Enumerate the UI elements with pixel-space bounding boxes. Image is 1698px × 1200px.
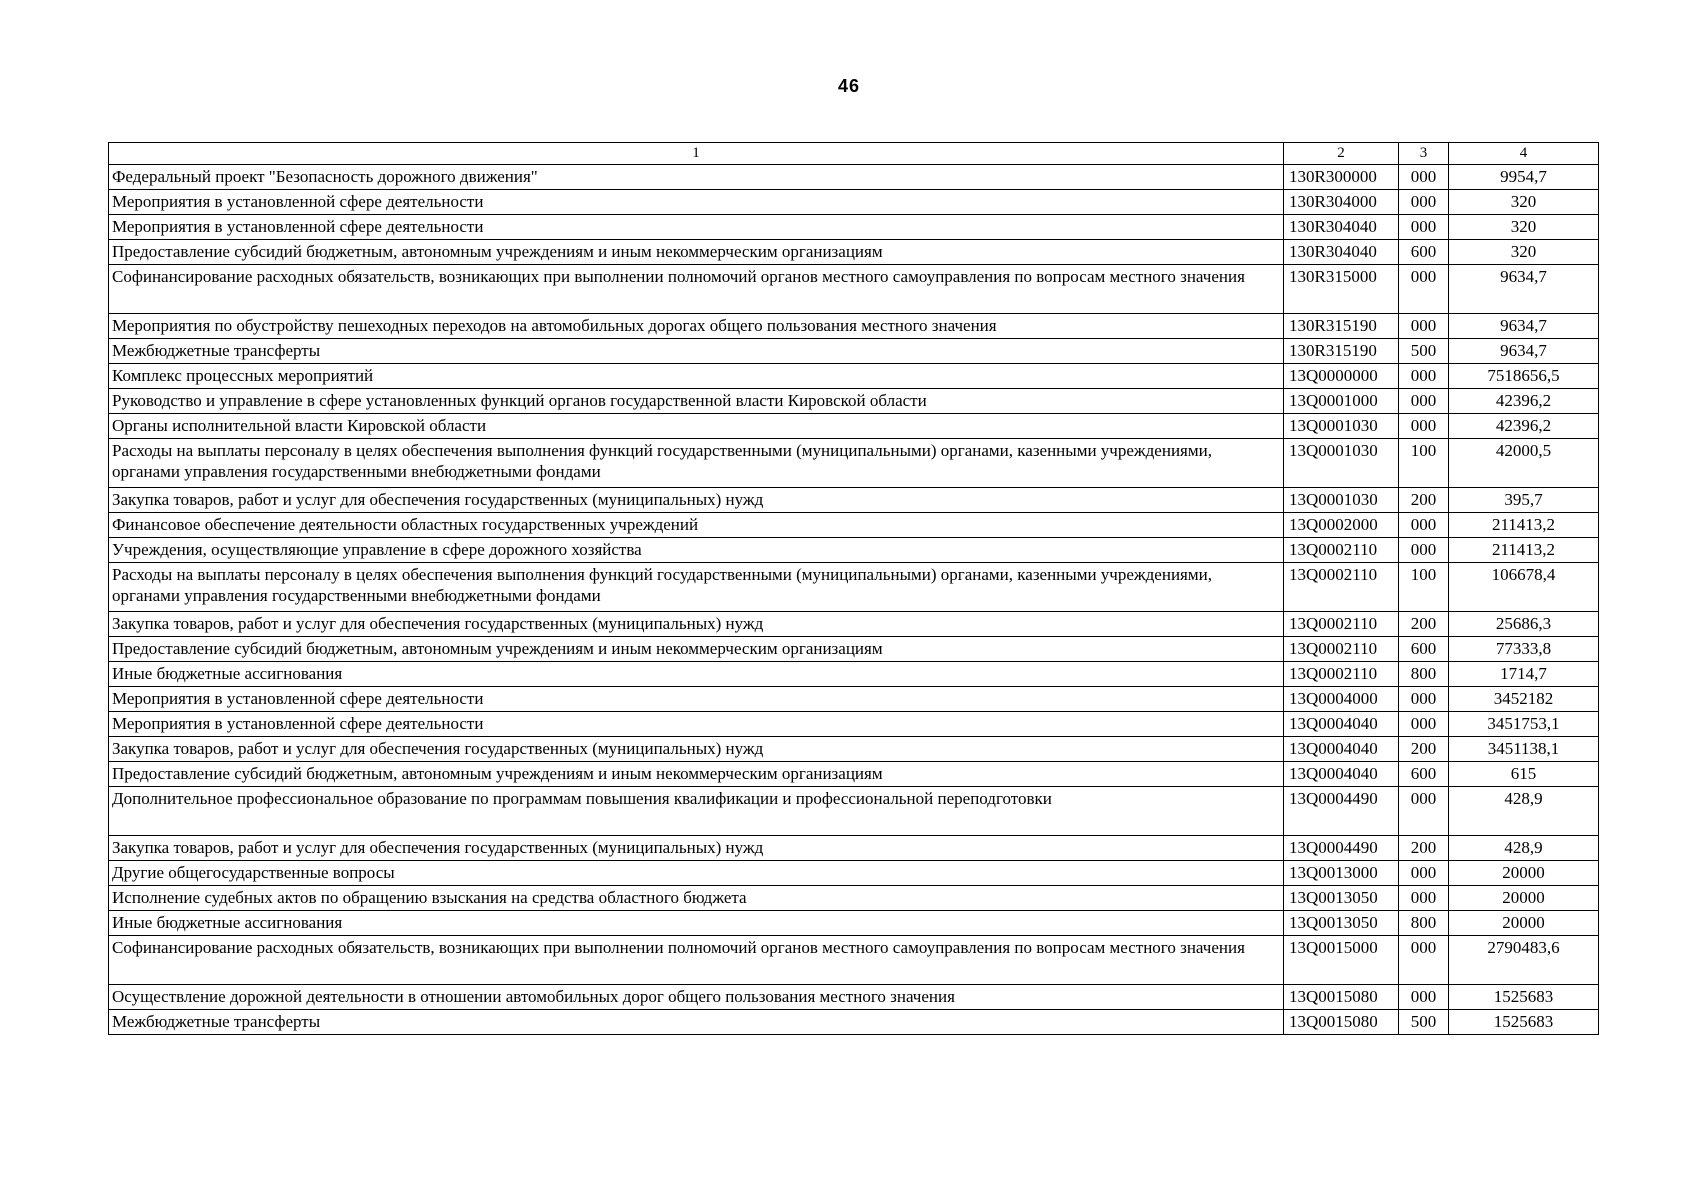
row-code-cell: 13Q0013050 [1284,911,1399,936]
row-type-cell: 000 [1399,861,1449,886]
row-code-cell: 130R304040 [1284,240,1399,265]
table-row [109,414,1599,439]
table-row [109,314,1599,339]
row-amount-cell: 106678,4 [1449,563,1599,612]
row-name-cell: Закупка товаров, работ и услуг для обеспечения государственных (муниципальных) нужд [109,836,1284,861]
table-row [109,215,1599,240]
row-code-cell: 13Q0004040 [1284,762,1399,787]
row-type-cell: 500 [1399,339,1449,364]
row-code-cell: 13Q0004490 [1284,836,1399,861]
table-row [109,389,1599,414]
budget-table [108,142,1599,1035]
header-col-4: 4 [1449,143,1599,165]
row-name-cell: Предоставление субсидий бюджетным, автономным учреждениям и иным некоммерческим организациям [109,637,1284,662]
table-row [109,737,1599,762]
row-amount-cell: 9954,7 [1449,165,1599,190]
table-row [109,265,1599,314]
row-type-cell: 000 [1399,538,1449,563]
page-number: 46 [837,76,861,96]
row-amount-cell: 9634,7 [1449,314,1599,339]
row-amount-cell: 77333,8 [1449,637,1599,662]
row-code-cell: 13Q0002110 [1284,662,1399,687]
row-amount-cell: 20000 [1449,886,1599,911]
table-row [109,538,1599,563]
row-type-cell: 500 [1399,1010,1449,1035]
row-amount-cell: 320 [1449,240,1599,265]
row-code-cell: 13Q0002110 [1284,538,1399,563]
table-header-row [109,143,1599,165]
row-code-cell: 13Q0015000 [1284,936,1399,985]
row-type-cell: 600 [1399,762,1449,787]
table-row [109,936,1599,985]
table-row [109,439,1599,488]
row-amount-cell: 211413,2 [1449,538,1599,563]
table-row [109,1010,1599,1035]
row-type-cell: 000 [1399,886,1449,911]
row-code-cell: 13Q0001000 [1284,389,1399,414]
table-row [109,762,1599,787]
row-name-cell: Закупка товаров, работ и услуг для обеспечения государственных (муниципальных) нужд [109,488,1284,513]
table-row [109,488,1599,513]
row-code-cell: 130R304000 [1284,190,1399,215]
row-type-cell: 000 [1399,364,1449,389]
table-row [109,612,1599,637]
row-amount-cell: 20000 [1449,911,1599,936]
row-name-cell: Осуществление дорожной деятельности в отношении автомобильных дорог общего пользования местного значения [109,985,1284,1010]
row-code-cell: 13Q0015080 [1284,1010,1399,1035]
row-code-cell: 13Q0000000 [1284,364,1399,389]
row-amount-cell: 1714,7 [1449,662,1599,687]
row-name-cell: Мероприятия по обустройству пешеходных переходов на автомобильных дорогах общего пользования местного значения [109,314,1284,339]
row-amount-cell: 211413,2 [1449,513,1599,538]
row-name-cell: Межбюджетные трансферты [109,339,1284,364]
row-name-cell: Мероприятия в установленной сфере деятельности [109,712,1284,737]
row-type-cell: 600 [1399,637,1449,662]
table-row [109,687,1599,712]
row-name-cell: Расходы на выплаты персоналу в целях обеспечения выполнения функций государственными (муниципальными) органами, казенными учреждениями, органами управления государственными внебюджетными фондами [109,439,1284,488]
row-name-cell: Софинансирование расходных обязательств, возникающих при выполнении полномочий органов местного самоуправления по вопросам местного значения [109,265,1284,314]
row-type-cell: 100 [1399,563,1449,612]
row-type-cell: 000 [1399,787,1449,836]
row-amount-cell: 1525683 [1449,985,1599,1010]
row-type-cell: 000 [1399,936,1449,985]
row-code-cell: 130R315000 [1284,265,1399,314]
row-code-cell: 13Q0001030 [1284,439,1399,488]
row-name-cell: Иные бюджетные ассигнования [109,662,1284,687]
table-row [109,513,1599,538]
table-row [109,190,1599,215]
row-name-cell: Руководство и управление в сфере установленных функций органов государственной власти Кировской области [109,389,1284,414]
row-type-cell: 200 [1399,612,1449,637]
table-row [109,364,1599,389]
row-name-cell: Мероприятия в установленной сфере деятельности [109,215,1284,240]
row-name-cell: Органы исполнительной власти Кировской области [109,414,1284,439]
table-row [109,339,1599,364]
row-type-cell: 200 [1399,488,1449,513]
table-row [109,861,1599,886]
row-amount-cell: 42396,2 [1449,414,1599,439]
row-amount-cell: 1525683 [1449,1010,1599,1035]
row-amount-cell: 428,9 [1449,787,1599,836]
row-type-cell: 000 [1399,265,1449,314]
table-row [109,886,1599,911]
row-amount-cell: 42000,5 [1449,439,1599,488]
row-code-cell: 13Q0004490 [1284,787,1399,836]
header-col-1: 1 [109,143,1284,165]
row-type-cell: 000 [1399,215,1449,240]
row-code-cell: 130R300000 [1284,165,1399,190]
table-row [109,712,1599,737]
row-code-cell: 13Q0015080 [1284,985,1399,1010]
row-code-cell: 130R315190 [1284,339,1399,364]
row-code-cell: 13Q0001030 [1284,414,1399,439]
row-name-cell: Мероприятия в установленной сфере деятельности [109,190,1284,215]
row-type-cell: 800 [1399,911,1449,936]
row-code-cell: 13Q0004000 [1284,687,1399,712]
row-type-cell: 000 [1399,165,1449,190]
row-code-cell: 130R315190 [1284,314,1399,339]
row-amount-cell: 428,9 [1449,836,1599,861]
row-amount-cell: 2790483,6 [1449,936,1599,985]
row-name-cell: Софинансирование расходных обязательств, возникающих при выполнении полномочий органов местного самоуправления по вопросам местного значения [109,936,1284,985]
header-col-3: 3 [1399,143,1449,165]
row-name-cell: Мероприятия в установленной сфере деятельности [109,687,1284,712]
table-row [109,240,1599,265]
row-type-cell: 000 [1399,190,1449,215]
row-name-cell: Предоставление субсидий бюджетным, автономным учреждениям и иным некоммерческим организациям [109,240,1284,265]
row-amount-cell: 320 [1449,215,1599,240]
row-code-cell: 13Q0004040 [1284,737,1399,762]
row-name-cell: Комплекс процессных мероприятий [109,364,1284,389]
row-amount-cell: 9634,7 [1449,339,1599,364]
row-amount-cell: 3451753,1 [1449,712,1599,737]
row-type-cell: 200 [1399,836,1449,861]
row-amount-cell: 615 [1449,762,1599,787]
row-type-cell: 100 [1399,439,1449,488]
row-amount-cell: 20000 [1449,861,1599,886]
table-row [109,836,1599,861]
row-name-cell: Федеральный проект "Безопасность дорожного движения" [109,165,1284,190]
row-code-cell: 13Q0002110 [1284,612,1399,637]
row-code-cell: 13Q0002110 [1284,637,1399,662]
row-code-cell: 13Q0002110 [1284,563,1399,612]
row-code-cell: 13Q0013050 [1284,886,1399,911]
row-type-cell: 000 [1399,414,1449,439]
table-row [109,787,1599,836]
row-type-cell: 800 [1399,662,1449,687]
table-row [109,637,1599,662]
row-name-cell: Закупка товаров, работ и услуг для обеспечения государственных (муниципальных) нужд [109,737,1284,762]
table-row [109,662,1599,687]
row-code-cell: 13Q0004040 [1284,712,1399,737]
row-type-cell: 000 [1399,513,1449,538]
row-amount-cell: 9634,7 [1449,265,1599,314]
row-amount-cell: 395,7 [1449,488,1599,513]
row-type-cell: 000 [1399,712,1449,737]
table-row [109,563,1599,612]
row-amount-cell: 42396,2 [1449,389,1599,414]
table-row [109,911,1599,936]
row-name-cell: Дополнительное профессиональное образование по программам повышения квалификации и профессиональной переподготовки [109,787,1284,836]
row-type-cell: 600 [1399,240,1449,265]
row-code-cell: 13Q0013000 [1284,861,1399,886]
row-type-cell: 000 [1399,314,1449,339]
row-name-cell: Предоставление субсидий бюджетным, автономным учреждениям и иным некоммерческим организациям [109,762,1284,787]
row-name-cell: Учреждения, осуществляющие управление в сфере дорожного хозяйства [109,538,1284,563]
row-amount-cell: 320 [1449,190,1599,215]
row-code-cell: 130R304040 [1284,215,1399,240]
header-col-2: 2 [1284,143,1399,165]
row-name-cell: Исполнение судебных актов по обращению взыскания на средства областного бюджета [109,886,1284,911]
row-code-cell: 13Q0002000 [1284,513,1399,538]
row-amount-cell: 25686,3 [1449,612,1599,637]
row-code-cell: 13Q0001030 [1284,488,1399,513]
row-type-cell: 200 [1399,737,1449,762]
row-type-cell: 000 [1399,687,1449,712]
row-name-cell: Расходы на выплаты персоналу в целях обеспечения выполнения функций государственными (муниципальными) органами, казенными учреждениями, органами управления государственными внебюджетными фондами [109,563,1284,612]
row-name-cell: Другие общегосударственные вопросы [109,861,1284,886]
row-name-cell: Финансовое обеспечение деятельности областных государственных учреждений [109,513,1284,538]
table-row [109,985,1599,1010]
table-row [109,165,1599,190]
row-amount-cell: 3452182 [1449,687,1599,712]
row-amount-cell: 3451138,1 [1449,737,1599,762]
row-name-cell: Закупка товаров, работ и услуг для обеспечения государственных (муниципальных) нужд [109,612,1284,637]
row-type-cell: 000 [1399,389,1449,414]
row-name-cell: Межбюджетные трансферты [109,1010,1284,1035]
row-type-cell: 000 [1399,985,1449,1010]
row-name-cell: Иные бюджетные ассигнования [109,911,1284,936]
row-amount-cell: 7518656,5 [1449,364,1599,389]
